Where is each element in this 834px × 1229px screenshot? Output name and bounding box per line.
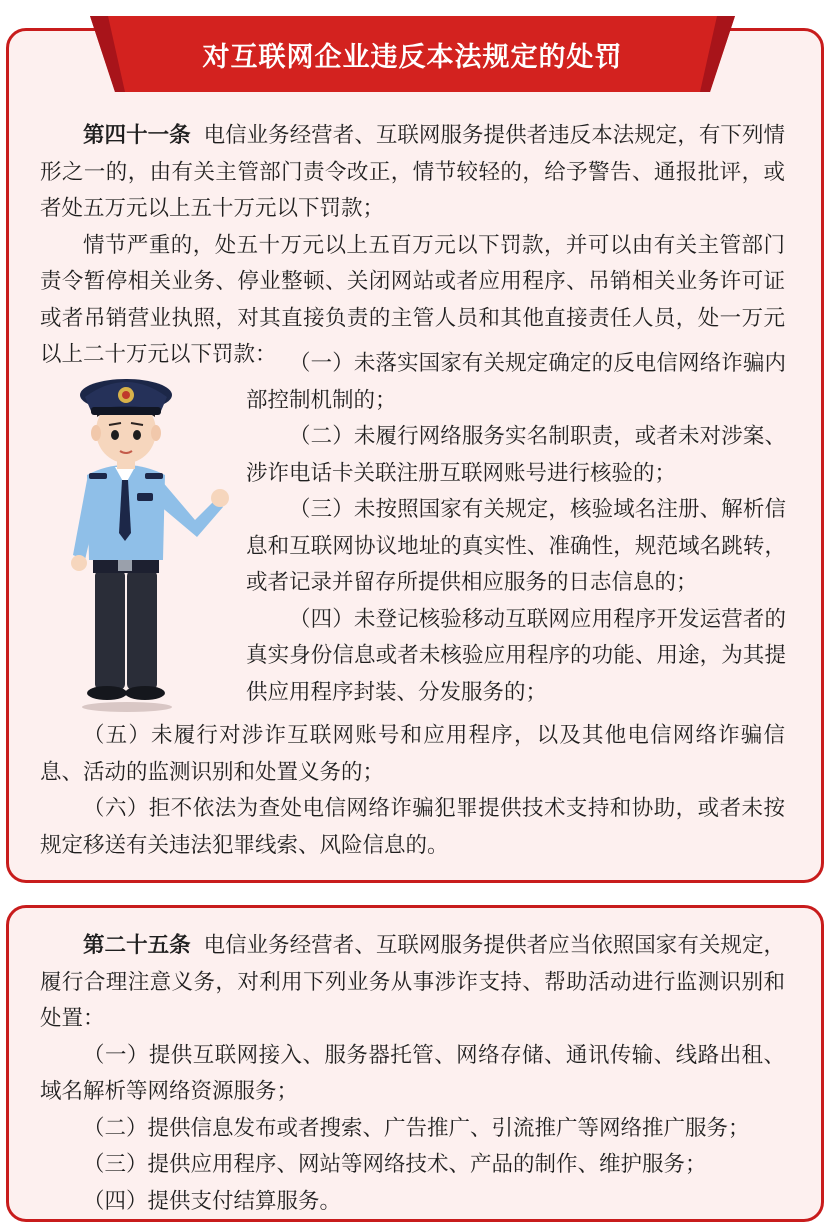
article-25-intro-paragraph xyxy=(40,928,785,1038)
article-41-item-2: （二）未履行网络服务实名制职责，或者未对涉案、涉诈电话卡关联注册互联网账号进行核验的； xyxy=(246,424,786,486)
article-41-title: 第四十一条 xyxy=(83,123,191,148)
article-41-serious: 情节严重的，处五十万元以上五百万元以下罚款，并可以由有关主管部门责令暂停相关业务、停业整顿、关闭网站或者应用程序、吊销相关业务许可证或者吊销营业执照，对其直接负责的主管人员和其他直接责任人员，处一万元以上二十万元以下罚款： xyxy=(40,232,785,367)
article-25-intro: 电信业务经营者、互联网服务提供者应当依照国家有关规定，履行合理注意义务，对利用下列业务从事涉诈支持、帮助活动进行监测识别和处置： xyxy=(40,933,785,1031)
article-41-item-4: （四）未登记核验移动互联网应用程序开发运营者的真实身份信息或者未核验应用程序的功能、用途，为其提供应用程序封装、分发服务的； xyxy=(246,606,786,705)
article-25-item-2: （二）提供信息发布或者搜索、广告推广、引流推广等网络推广服务； xyxy=(83,1115,750,1141)
article-41-intro-paragraph xyxy=(40,118,785,228)
title-banner xyxy=(90,16,735,92)
article-25-text xyxy=(40,928,785,1220)
article-41-intro: 电信业务经营者、互联网服务提供者违反本法规定，有下列情形之一的，由有关主管部门责令改正，情节较轻的，给予警告、通报批评，或者处五万元以上五十万元以下罚款； xyxy=(40,123,785,221)
police-officer-illustration-icon xyxy=(65,355,235,715)
article-25-item-3: （三）提供应用程序、网站等网络技术、产品的制作、维护服务； xyxy=(83,1152,707,1177)
article-41-item-1: （一）未落实国家有关规定确定的反电信网络诈骗内部控制机制的； xyxy=(246,351,786,413)
article-41-text-top xyxy=(40,118,785,374)
banner-title: 对互联网企业违反本法规定的处罚 xyxy=(202,41,623,73)
article-25-item-4: （四）提供支付结算服务。 xyxy=(83,1188,342,1214)
article-25-title: 第二十五条 xyxy=(83,933,191,958)
article-41-items-beside-figure xyxy=(246,346,786,711)
article-41-item-6: （六）拒不依法为查处电信网络诈骗犯罪提供技术支持和协助，或者未按规定移送有关违法犯罪线索、风险信息的。 xyxy=(40,796,785,858)
article-41-item-5: （五）未履行对涉诈互联网账号和应用程序，以及其他电信网络诈骗信息、活动的监测识别和处置义务的； xyxy=(40,723,785,785)
police-officer-svg xyxy=(65,355,235,715)
article-41-items-bottom xyxy=(40,718,785,864)
article-41-item-3: （三）未按照国家有关规定，核验域名注册、解析信息和互联网协议地址的真实性、准确性，规范域名跳转，或者记录并留存所提供相应服务的日志信息的； xyxy=(246,497,786,595)
article-25-item-1: （一）提供互联网接入、服务器托管、网络存储、通讯传输、线路出租、域名解析等网络资源服务； xyxy=(40,1042,785,1104)
